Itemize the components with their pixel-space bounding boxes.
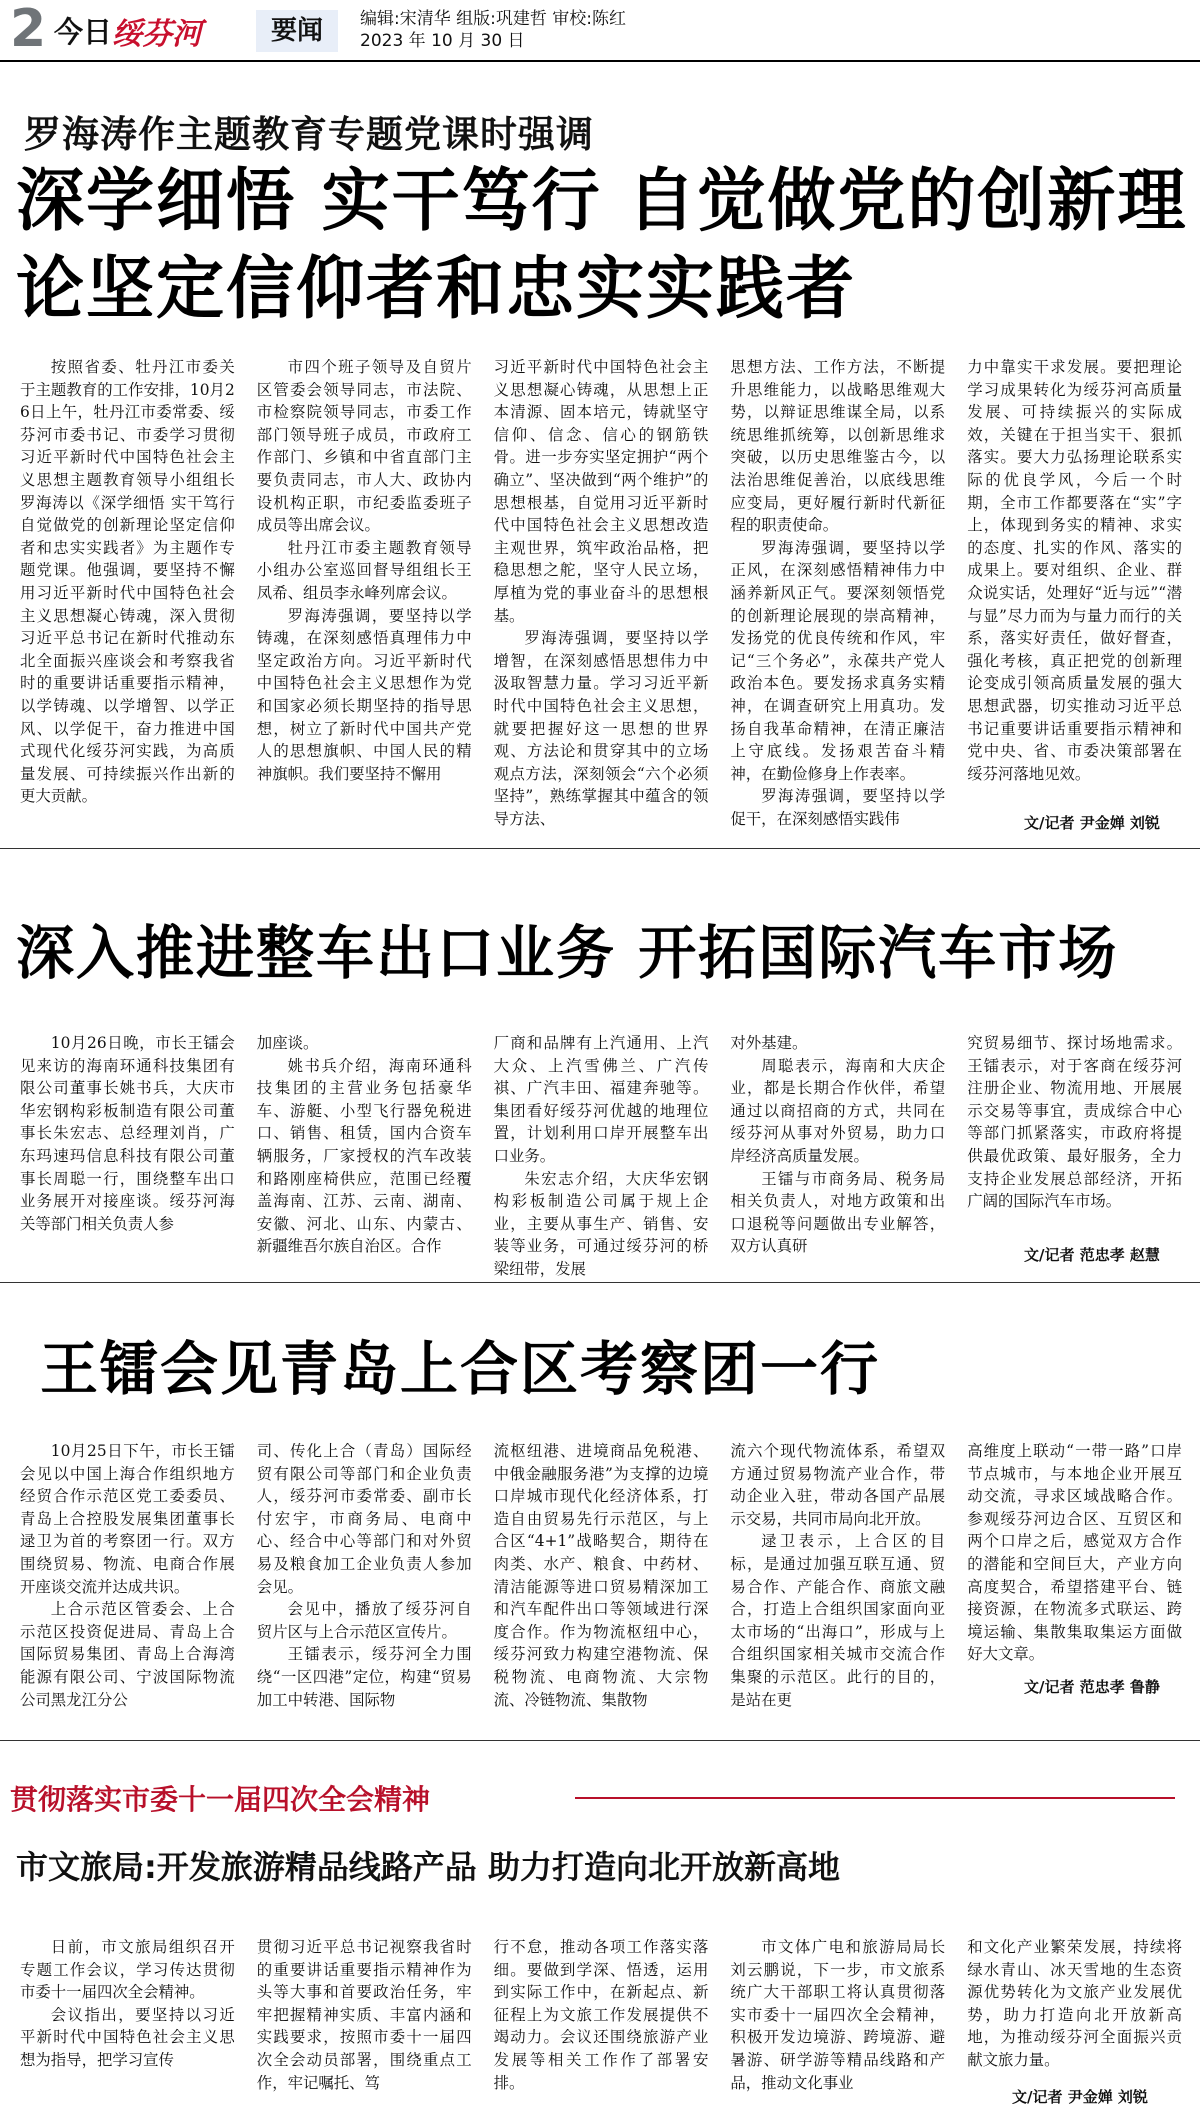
- paragraph: 贯彻习近平总书记视察我省时的重要讲话重要指示精神作为头等大事和首要政治任务，牢牢把握精神实质、丰富内涵和实践要求，按照市委十一届四次全会动员部署，围绕重点工作，牢记嘱托、笃: [256, 1938, 472, 2092]
- article2-byline: 文/记者 范忠孝 赵慧: [1024, 1246, 1160, 1264]
- paragraph: 王镭表示，绥芬河全力围绕“一区四港”定位，构建“贸易加工中转港、国际物: [256, 1645, 472, 1709]
- article3-col-2: [257, 1440, 472, 1712]
- article3-headline: 王镭会见青岛上合区考察团一行: [40, 1335, 881, 1403]
- paragraph: 司、传化上合（青岛）国际经贸有限公司等部门和企业负责人，绥芬河市委常委、副市长付宏宇，市商务局、电商中心、经合中心等部门和对外贸易及粮食加工企业负责人参加会见。: [256, 1442, 472, 1596]
- article1-col-4: [730, 356, 946, 828]
- paragraph: 会见中，播放了绥芬河自贸片区与上合示范区宣传片。: [256, 1600, 472, 1641]
- paragraph: 牡丹江市委主题教育领导小组办公室巡回督导组组长王凤希、组员李永峰列席会议。: [256, 538, 472, 602]
- article4-col-1: [20, 1936, 235, 2096]
- paragraph: 罗海涛强调，要坚持以学促干，在深刻感悟实践伟: [730, 787, 946, 828]
- article1-col-2: [257, 356, 472, 816]
- article1-byline: 文/记者 尹金婵 刘锐: [1024, 814, 1160, 832]
- article3-body: [20, 1440, 1182, 1712]
- article3-col-3: [494, 1440, 709, 1712]
- paragraph: 流枢纽港、进境商品免税港、中俄金融服务港”为支撑的边境口岸城市现代化经济体系，打造自由贸易先行示范区，与上合区“4+1”战略契合，期待在肉类、水产、粮食、中药材、清洁能源等进口贸易精深加工和汽车配件出口等领域进行深度合作。作为物流枢纽中心，绥芬河致力构建空港物流、保税物流、电商物流、大宗物流、冷链物流、集散物: [493, 1442, 709, 1709]
- issue-date: 2023 年 10 月 30 日: [360, 31, 525, 51]
- article1-kicker: 罗海涛作主题教育专题党课时强调: [24, 112, 594, 156]
- paragraph: 厂商和品牌有上汽通用、上汽大众、上汽雪佛兰、广汽传祺、广汽丰田、福建奔驰等。集团看好绥芬河优越的地理位置，计划利用口岸开展整车出口业务。: [493, 1034, 709, 1165]
- article4-byline: 文/记者 尹金婵 刘锐: [1012, 2088, 1148, 2106]
- paragraph: 习近平新时代中国特色社会主义思想凝心铸魂，从思想上正本清源、固本培元，铸就坚守信仰、信念、信心的钢筋铁骨。进一步夯实坚定拥护“两个确立”、坚决做到“两个维护”的思想根基，自觉用习近平新时代中国特色社会主义思想改造主观世界，筑牢政治品格，把稳思想之舵，坚守人民立场，厚植为党的事业奋斗的思想根基。: [493, 358, 709, 625]
- article1-col-5: [967, 356, 1182, 816]
- paragraph: 究贸易细节、探讨场地需求。王镭表示，对于客商在绥芬河注册企业、物流用地、开展展示交易等事宜，责成综合中心等部门抓紧落实，市政府将提供最优政策、最好服务，全力支持企业发展总部经济，开拓广阔的国际汽车市场。: [967, 1034, 1182, 1211]
- editors: 编辑:宋清华 组版:巩建哲 审校:陈红: [360, 9, 626, 29]
- paragraph: 10月26日晚，市长王镭会见来访的海南环通科技集团有限公司董事长姚书兵，大庆市华宏钢构彩板制造有限公司董事长朱宏志、总经理刘肖，广东玛速玛信息科技有限公司董事长周聪一行，围绕整车出口业务展开对接座谈。绥芬河海关等部门相关负责人参: [20, 1034, 235, 1233]
- paragraph: 10月25日下午，市长王镭会见以中国上海合作组织地方经贸合作示范区党工委委员、青岛上合控股发展集团董事长逯卫为首的考察团一行。双方围绕贸易、物流、电商合作展开座谈交流并达成共识。: [20, 1442, 235, 1596]
- paragraph: 日前，市文旅局组织召开专题工作会议，学习传达贯彻市委十一届四次全会精神。: [20, 1938, 235, 2002]
- paragraph: 姚书兵介绍，海南环通科技集团的主营业务包括豪华车、游艇、小型飞行器免税进口、销售、租赁，国内合资车辆服务，厂家授权的汽车改装和路刚座椅供应，范围已经覆盖海南、江苏、云南、湖南、安徽、河北、山东、内蒙古、新疆维吾尔族自治区。合作: [256, 1056, 472, 1256]
- paragraph: 思想方法、工作方法，不断提升思维能力，以战略思维观大势，以辩证思维谋全局，以系统思维抓统筹，以创新思维求突破，以历史思维鉴古今，以法治思维促善治，以底线思维应变局，更好履行新时代新征程的职责使命。: [730, 358, 946, 535]
- article2-col-3: [493, 1032, 709, 1278]
- article2-col-4: [730, 1032, 945, 1266]
- brand-black: 今日: [54, 15, 113, 49]
- paragraph: 市文体广电和旅游局局长刘云鹏说，下一步，市文旅系统广大干部职工将认真贯彻落实市委十一届四次全会精神，积极开发边境游、跨境游、避暑游、研学游等精品线路和产品，推动文化事业: [730, 1938, 946, 2092]
- paragraph: 力中靠实干求发展。要把理论学习成果转化为绥芬河高质量发展、可持续振兴的实际成效，关键在于担当实干、狠抓落实。要大力弘扬理论联系实际的优良学风，今后一个时期，全市工作都要落在“实”字上，体现到务实的精神、求实的态度、扎实的作风、落实的成果上。要对组织、企业、群众说实话，处理好“近与远”“潜与显”尽力而为与量力而行的关系，落实好责任，做好督查，强化考核，真正把党的创新理论变成引领高质量发展的强大思想武器，切实推动习近平总书记重要讲话重要指示精神和党中央、省、市委决策部署在绥芬河落地见效。: [967, 358, 1182, 783]
- article4-col-4: [730, 1936, 945, 2096]
- divider: [0, 1282, 1200, 1283]
- article2-headline: 深入推进整车出口业务 开拓国际汽车市场: [16, 919, 1119, 987]
- paragraph: 周聪表示，海南和大庆企业，都是长期合作伙伴，希望通过以商招商的方式，共同在绥芬河从事对外贸易，助力口岸经济高质量发展。: [730, 1056, 946, 1165]
- page-number: 2: [10, 0, 47, 59]
- masthead-rule: [0, 60, 1200, 62]
- paragraph: 行不怠，推动各项工作落实落细。要做到学深、悟透，运用到实际工作中，在新起点、新征程上为文旅工作发展提供不竭动力。会议还围绕旅游产业发展等相关工作作了部署安排。: [493, 1938, 709, 2092]
- paragraph: 逯卫表示，上合区的目标，是通过加强互联互通、贸易合作、产能合作、商旅文融合，打造上合组织国家面向亚太市场的“出海口”，形成与上合组织国家相关城市交流合作集聚的示范区。此行的目的，是站在更: [730, 1532, 946, 1709]
- paragraph: 按照省委、牡丹江市委关于主题教育的工作安排，10月26日上午，牡丹江市委常委、绥芬河市委书记、市委学习贯彻习近平新时代中国特色社会主义思想主题教育领导小组组长罗海涛以《深学细悟 实干笃行 自觉做党的创新理论坚定信仰者和忠实实践者》为主题作专题党课。他强调，要坚持不懈用习近平新时代中国特色社会主义思想凝心铸魂，深入贯彻习近平总书记在新时代推动东北全面振兴座谈会和考察我省时的重要讲话重要指示精神，以学铸魂、以学增智、以学正风、以学促干，奋力推进中国式现代化绥芬河实践，为高质量发展、可持续振兴作出新的更大贡献。: [20, 358, 235, 806]
- paragraph: 市四个班子领导及自贸片区管委会领导同志，市法院、市检察院领导同志，市委工作部门领导班子成员，市政府工作部门、乡镇和中省直部门主要负责同志，市人大、政协内设机构正职，市纪委监委班子成员等出席会议。: [256, 358, 472, 535]
- article4-headline: 市文旅局:开发旅游精品线路产品 助力打造向北开放新高地: [16, 1848, 840, 1886]
- credits: [360, 8, 626, 52]
- article1-col-3: [493, 356, 709, 828]
- paragraph: 朱宏志介绍，大庆华宏钢构彩板制造公司属于规上企业，主要从事生产、销售、安装等业务，可通过绥芬河的桥梁纽带，发展: [493, 1169, 709, 1278]
- article2-body: [20, 1032, 1182, 1278]
- article3-byline: 文/记者 范忠孝 鲁静: [1024, 1678, 1160, 1696]
- section-label: 要闻: [256, 10, 338, 52]
- article4-col-3: [494, 1936, 709, 2096]
- article2-col-2: [257, 1032, 472, 1266]
- paragraph: 王镭与市商务局、税务局相关负责人，对地方政策和出口退税等问题做出专业解答，双方认真研: [730, 1169, 946, 1256]
- paragraph: 上合示范区管委会、上合示范区投资促进局、青岛上合国际贸易集团、青岛上合海湾能源有限公司、宁波国际物流公司黑龙江分公: [20, 1600, 235, 1709]
- article3-col-4: [730, 1440, 945, 1712]
- paragraph: 和文化产业繁荣发展，持续将绿水青山、冰天雪地的生态资源优势转化为文旅产业发展优势，助力打造向北开放新高地，为推动绥芬河全面振兴贡献文旅力量。: [967, 1938, 1182, 2069]
- divider: [0, 1740, 1200, 1741]
- article1-headline: 深学细悟 实干笃行 自觉做党的创新理论坚定信仰者和忠实实践者: [16, 162, 1188, 329]
- brand-red: 绥芬河: [112, 17, 202, 52]
- paragraph: 罗海涛强调，要坚持以学增智，在深刻感悟思想伟力中汲取智慧力量。学习习近平新时代中国特色社会主义思想，就要把握好这一思想的世界观、方法论和贯穿其中的立场观点方法，深刻领会“六个必须坚持”，熟练掌握其中蕴含的领导方法、: [493, 629, 709, 828]
- paragraph: 流六个现代物流体系，希望双方通过贸易物流产业合作，带动企业入驻，带动各国产品展示交易，共同市局向北开放。: [730, 1442, 946, 1528]
- article4-col-5: [967, 1936, 1182, 2096]
- article4-col-2: [257, 1936, 472, 2096]
- banner-rule: [575, 1797, 1175, 1799]
- masthead: [0, 0, 1200, 58]
- paragraph: 罗海涛强调，要坚持以学铸魂，在深刻感悟真理伟力中坚定政治方向。习近平新时代中国特色社会主义思想作为党和国家必须长期坚持的指导思想，树立了新时代中国共产党人的思想旗帜、中国人民的精神旗帜。我们要坚持不懈用: [256, 606, 472, 783]
- paragraph: 高维度上联动“一带一路”口岸节点城市，与本地企业开展互动交流，寻求区域战略合作。参观绥芬河边合区、互贸区和两个口岸之后，感觉双方合作的潜能和空间巨大，产业方向高度契合，希望搭建平台、链接资源，在物流多式联运、跨境运输、集散集取集运方面做好大文章。: [967, 1442, 1182, 1664]
- paragraph: 对外基建。: [730, 1034, 808, 1052]
- article2-col-1: [20, 1032, 235, 1266]
- article3-col-5: [967, 1440, 1182, 1712]
- paragraph: 会议指出，要坚持以习近平新时代中国特色社会主义思想为指导，把学习宣传: [20, 2005, 235, 2069]
- paragraph: 加座谈。: [256, 1034, 319, 1052]
- article2-col-5: [967, 1032, 1182, 1266]
- divider: [0, 848, 1200, 849]
- paragraph: 罗海涛强调，要坚持以学正风，在深刻感悟精神伟力中涵养新风正气。要深刻领悟党的创新理论展现的崇高精神，发扬党的优良传统和作风，牢记“三个务必”，永葆共产党人政治本色。要发扬求真务实精神，在调查研究上用真功。发扬自我革命精神，在清正廉洁上守底线。发扬艰苦奋斗精神，在勤俭修身上作表率。: [730, 538, 946, 783]
- article4-body: [20, 1936, 1182, 2096]
- article3-col-1: [20, 1440, 235, 1712]
- column-banner: 贯彻落实市委十一届四次全会精神: [10, 1783, 431, 1816]
- article1-col-1: [20, 356, 235, 816]
